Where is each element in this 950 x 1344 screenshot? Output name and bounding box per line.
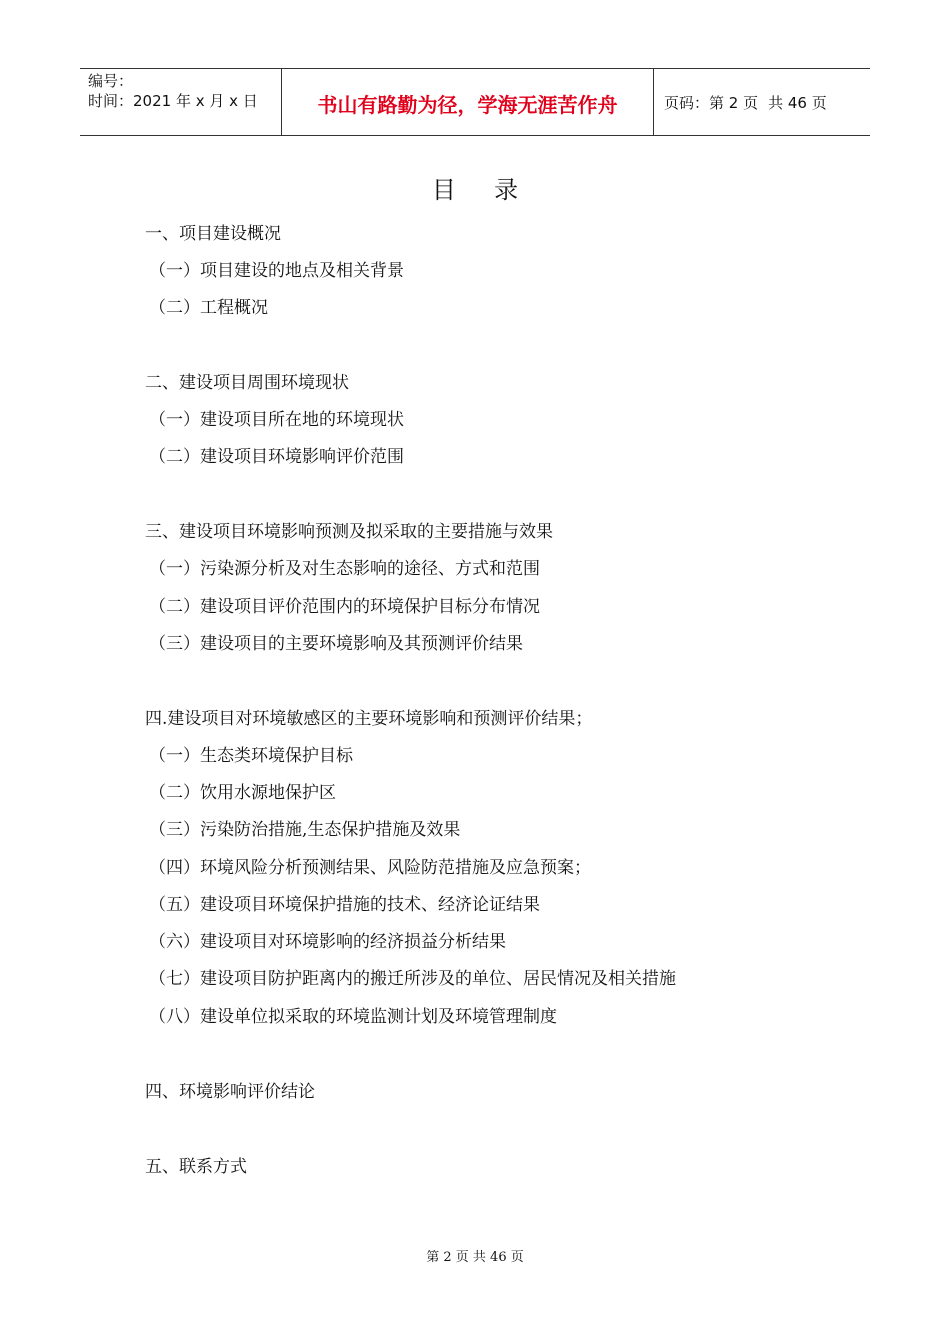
toc-item: （二）建设项目评价范围内的环境保护目标分布情况	[149, 597, 540, 617]
toc-item: （五）建设项目环境保护措施的技术、经济论证结果	[149, 895, 540, 915]
toc-item: （二）建设项目环境影响评价范围	[149, 447, 404, 467]
toc-item: 五、联系方式	[145, 1157, 247, 1177]
toc-item: 二、建设项目周围环境现状	[145, 373, 349, 393]
date-label: 时间：2021 年 x 月 x 日	[88, 92, 258, 110]
toc-title: 目 录	[431, 176, 519, 204]
header-motto: 书山有路勤为径，学海无涯苦作舟	[282, 69, 654, 135]
toc-item: （二）工程概况	[149, 298, 268, 318]
toc-item: （四）环境风险分析预测结果、风险防范措施及应急预案；	[149, 858, 591, 878]
total-pages-label: 共 46 页	[768, 93, 827, 112]
toc-item: （一）建设项目所在地的环境现状	[149, 410, 404, 430]
toc-item: 三、建设项目环境影响预测及拟采取的主要措施与效果	[145, 522, 553, 542]
toc-item: （一）污染源分析及对生态影响的途径、方式和范围	[149, 559, 540, 579]
toc-item: （一）项目建设的地点及相关背景	[149, 261, 404, 281]
toc-item: （八）建设单位拟采取的环境监测计划及环境管理制度	[149, 1007, 557, 1027]
toc-item: （六）建设项目对环境影响的经济损益分析结果	[149, 932, 506, 952]
toc-item: 一、项目建设概况	[145, 224, 281, 244]
page-label: 页码：第 2 页	[664, 93, 759, 112]
header-meta	[80, 69, 282, 135]
page-footer: 第 2 页 共 46 页	[426, 1250, 524, 1265]
toc-item: （一）生态类环境保护目标	[149, 746, 353, 766]
toc-item: 四、环境影响评价结论	[145, 1082, 315, 1102]
header-page-info	[654, 69, 870, 135]
document-header	[80, 68, 870, 136]
number-label: 编号：	[88, 72, 134, 90]
toc-item: （七）建设项目防护距离内的搬迁所涉及的单位、居民情况及相关措施	[149, 969, 676, 989]
toc-item: （三）污染防治措施,生态保护措施及效果	[149, 820, 461, 840]
toc-item: （三）建设项目的主要环境影响及其预测评价结果	[149, 634, 523, 654]
toc-item: （二）饮用水源地保护区	[149, 783, 336, 803]
toc-item: 四.建设项目对环境敏感区的主要环境影响和预测评价结果；	[145, 709, 593, 729]
